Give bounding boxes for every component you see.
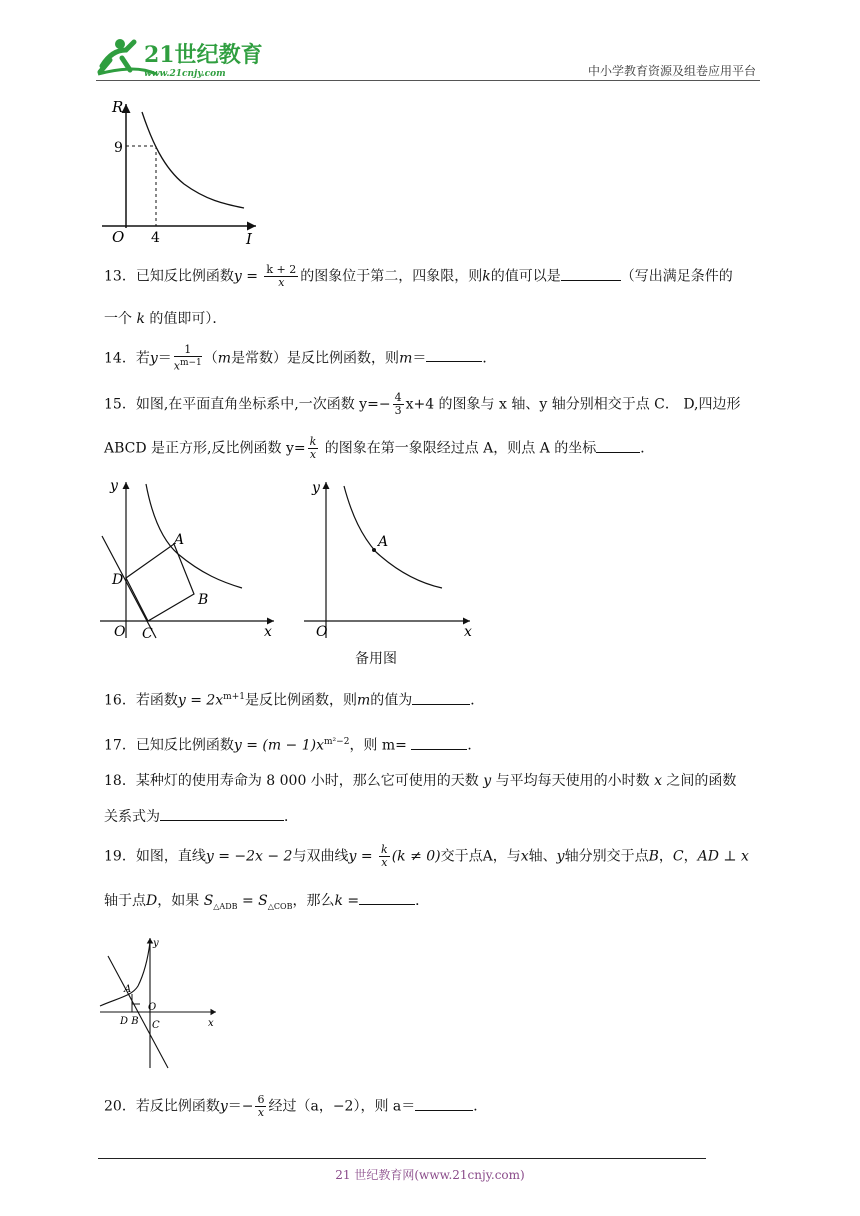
- ri-graph-figure: [96, 96, 266, 248]
- svg-text:y: y: [312, 480, 320, 496]
- svg-text:y: y: [153, 938, 159, 949]
- question-18: 18．某种灯的使用寿命为 8 000 小时，那么它可使用的天数 y 与平均每天使用的小时数 x 之间的函数: [104, 773, 737, 789]
- question-13: 13．已知反比例函数y = $\frac{k + 2}{x}$ 的图象位于第二，四象限，则k的值可以是 （写出满足条件的: [104, 263, 733, 289]
- svg-text:A: A: [174, 532, 185, 548]
- svg-text:B: B: [198, 592, 209, 608]
- question-13-line2: 一个 k 的值即可）．: [104, 311, 227, 327]
- svg-text:O: O: [316, 624, 328, 640]
- answer-blank[interactable]: [596, 438, 640, 453]
- axis-label-r: R: [112, 98, 124, 116]
- svg-text:D: D: [112, 572, 124, 588]
- answer-blank[interactable]: [561, 266, 621, 281]
- tick-9: 9: [114, 140, 123, 156]
- logo-url-text: www.21cnjy.com: [144, 69, 226, 79]
- fraction: $\frac{k + 2}{x}$: [266, 263, 297, 289]
- footer-text[interactable]: 21 世纪教育网(www.21cnjy.com): [335, 1168, 525, 1182]
- hyperbola-curve: [142, 112, 244, 208]
- svg-text:D B: D B: [120, 1016, 139, 1027]
- line-hyperbola-figure: [98, 934, 224, 1070]
- svg-text:C: C: [152, 1020, 160, 1031]
- answer-blank[interactable]: [411, 735, 467, 750]
- question-18-line2: 关系式为 ．: [104, 806, 764, 826]
- axis-label-i: I: [246, 230, 252, 248]
- svg-text:x: x: [464, 624, 472, 640]
- square-hyperbola-figure: [96, 476, 286, 646]
- spare-figure: [300, 476, 490, 646]
- question-14: 14．若y＝ $\frac{1}{x^{m-1}}$ （m是常数）是反比例函数，则m＝ ．: [104, 343, 497, 373]
- svg-text:O: O: [114, 624, 126, 640]
- runner-logo-icon: [96, 36, 266, 80]
- question-15-line2: ABCD 是正方形,反比例函数 y= $\frac{k}{x}$ 的图象在第一象限经过点 A，则点 A 的坐标 ．: [104, 435, 655, 461]
- svg-text:O: O: [148, 1002, 157, 1013]
- answer-blank[interactable]: [415, 1096, 473, 1111]
- svg-text:A: A: [378, 534, 389, 550]
- question-15: 15．如图,在平面直角坐标系中,一次函数 y=− $\frac{4}{3}$ x+4 的图象与 x 轴、y 轴分别相交于点 C． D,四边形: [104, 391, 741, 417]
- header-platform-text: 中小学教育资源及组卷应用平台: [587, 64, 756, 78]
- spare-figure-caption: 备用图: [355, 651, 397, 667]
- origin-label: O: [112, 228, 125, 246]
- header-divider: [96, 80, 760, 81]
- svg-text:C: C: [142, 626, 153, 642]
- question-17: 17．已知反比例函数$y = (m - 1)x^{m^2-2}$，则 m= ．: [104, 733, 764, 755]
- point-a: [372, 548, 376, 552]
- svg-text:y: y: [110, 478, 118, 494]
- question-16: 16．若函数$y = 2x^{m+1}$是反比例函数，则m的值为 ．: [104, 688, 764, 710]
- site-logo: [96, 36, 266, 80]
- question-19-line2: 轴于点D，如果 $S_{\triangle ADB} = S_{\triangle COB}$，那么k = ．: [104, 890, 764, 916]
- svg-text:A: A: [124, 984, 132, 995]
- footer-divider: [98, 1158, 706, 1159]
- tick-4: 4: [151, 230, 160, 246]
- answer-blank[interactable]: [426, 347, 482, 362]
- svg-text:x: x: [264, 624, 272, 640]
- answer-blank[interactable]: [359, 890, 415, 905]
- logo-main-text: 21世纪教育: [144, 42, 263, 68]
- question-20: 20．若反比例函数y＝− $\frac{6}{x}$ 经过（a，−2），则 a＝ ．: [104, 1093, 488, 1119]
- answer-blank[interactable]: [412, 690, 470, 705]
- question-19: 19．如图，直线y = −2x − 2与双曲线y = $\frac{k}{x}$ (k ≠ 0)交于点A，与x轴、y轴分别交于点B，C，AD ⊥ x: [104, 843, 749, 869]
- svg-text:x: x: [208, 1018, 214, 1029]
- answer-blank[interactable]: [160, 806, 284, 821]
